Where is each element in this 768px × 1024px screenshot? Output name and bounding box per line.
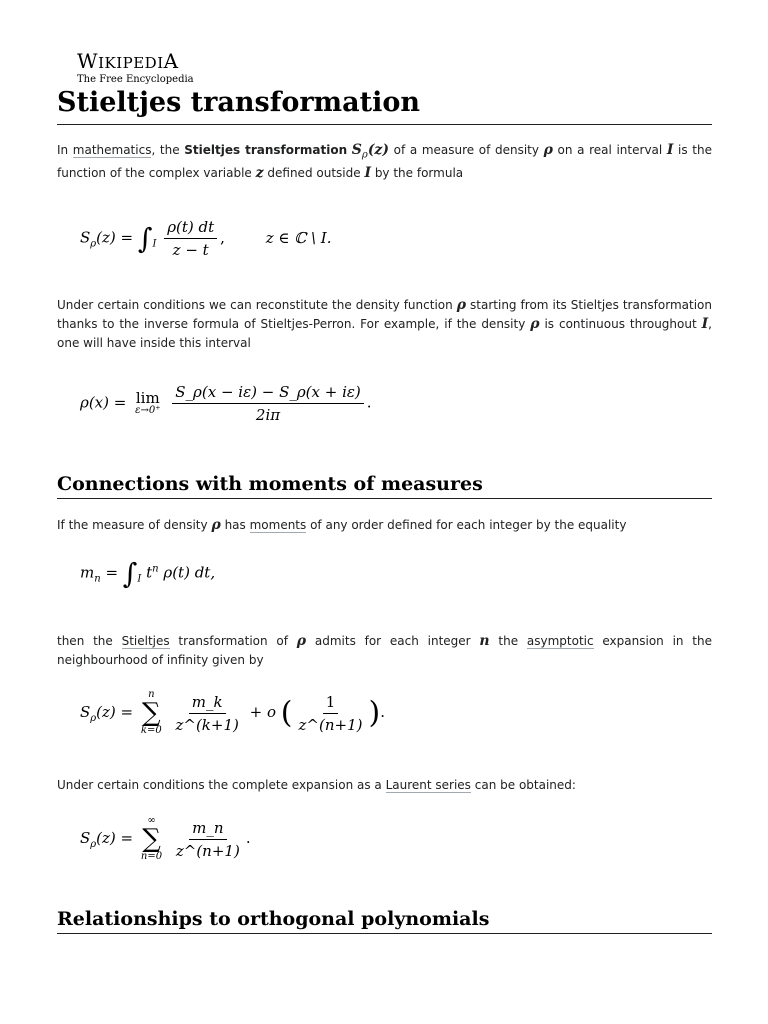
moments-paragraph: If the measure of density ρ has moments of any order defined for each integer by the equality [57,517,627,533]
inverse-formula-paragraph: Under certain conditions we can reconstitute the density function ρ starting from its Stieltjes transformation thanks to the inverse formula of Stieltjes-Perron. For example, if the density ρ is continuous throughout I, one will have inside this interval [57,297,712,350]
intro-paragraph: In mathematics, the Stieltjes transformation $S_\rho(z)$ of a measure of density ρ on a real interval I is the function of the complex variable z defined outside I by the formula [57,142,712,182]
formula-moments: $m_n = \int_I$ $t^n$ ρ(t) dt, [80,557,216,590]
link-laurent-series[interactable]: Laurent series [385,778,471,792]
formula-laurent-series: $S_\rho(z)$ = ∞ ∑ n=0 $\frac{m\_n}{z\^{}(n+1)}$ . [80,815,251,862]
wikipedia-logo[interactable] [77,50,194,86]
link-mathematics[interactable]: mathematics [72,143,152,157]
link-stieltjes[interactable]: Stieltjes [121,634,170,648]
page-title: Stieltjes transformation [57,84,712,125]
section-heading-moments: Connections with moments of measures [57,470,712,499]
section-heading-orthogonal-polynomials: Relationships to orthogonal polynomials [57,905,712,934]
asymptotic-paragraph: then the Stieltjes transformation of ρ admits for each integer n the asymptotic expansion in the neighbourhood of infinity given by [57,633,712,667]
logo-tagline: The Free Encyclopedia [77,74,194,85]
formula-asymptotic-expansion: $S_\rho(z)$ = n ∑ k=0 $\frac{m\_k}{z\^{}(k+1)}$ + o ( $\frac{1}{z\^{}(n+1)}$ ). [80,689,385,736]
formula-stieltjes-perron: ρ(x) = lim ε→0⁺ $\frac{S\_\rho(x - i\varepsilon) - S\_\rho(x + i\varepsilon)}{2i\pi}$ . [80,383,372,424]
link-moments[interactable]: moments [249,518,307,532]
logo-wordmark: WIKIPEDIA [77,49,179,73]
link-asymptotic[interactable]: asymptotic [526,634,594,648]
laurent-paragraph: Under certain conditions the complete expansion as a Laurent series can be obtained: [57,778,576,792]
formula-stieltjes-transform: $S_\rho(z) = \int_I$ $\frac{\rho(t) dt}{z - t}$ , z ∈ ℂ \ I. [80,218,332,259]
